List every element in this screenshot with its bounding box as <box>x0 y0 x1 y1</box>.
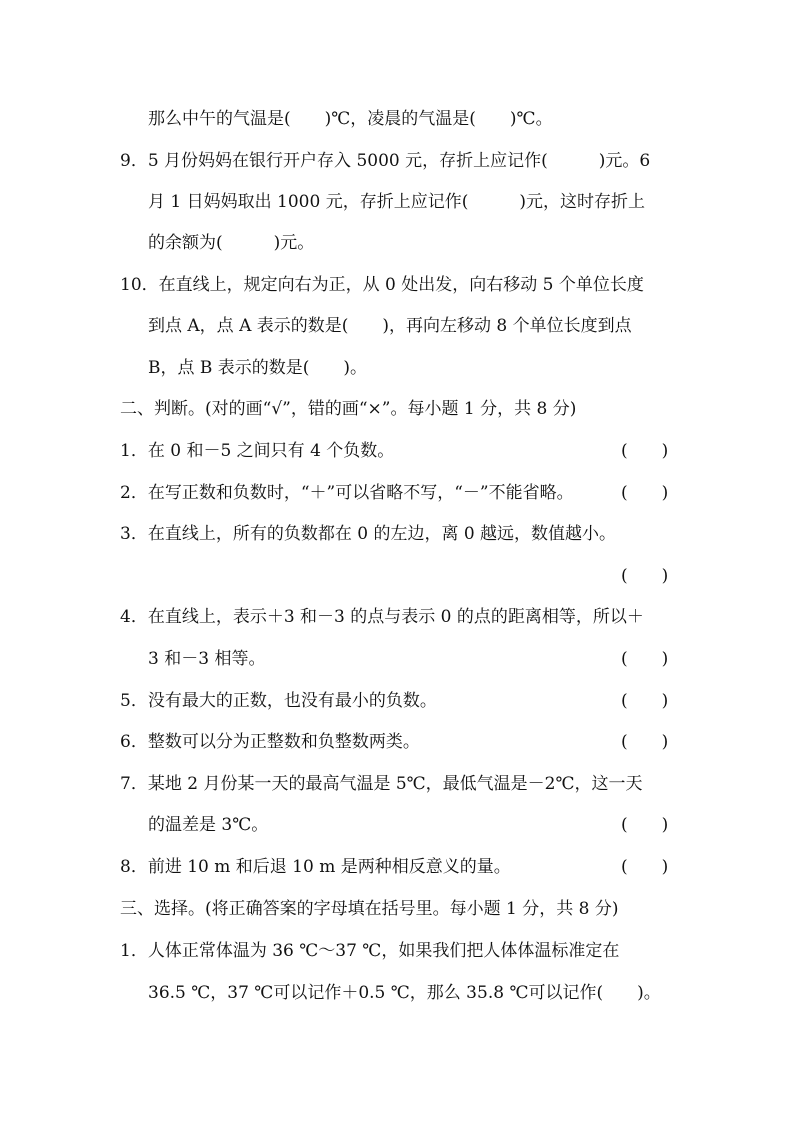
question-10-line-1: 10．在直线上，规定向右为正，从 0 处出发，向右移动 5 个单位长度 <box>120 275 644 295</box>
question-9-line-3: 的余额为( )元。 <box>148 233 315 253</box>
question-10-line-3: B，点 B 表示的数是( )。 <box>148 358 368 378</box>
question-10-line-2: 到点 A，点 A 表示的数是( )，再向左移动 8 个单位长度到点 <box>148 316 632 336</box>
answer-paren-5[interactable]: ( ) <box>621 691 669 711</box>
judge-7-line-1: 7．某地 2 月份某一天的最高气温是 5℃，最低气温是－2℃，这一天 <box>120 774 643 794</box>
judge-6: 6．整数可以分为正整数和负整数两类。 <box>120 732 420 752</box>
judge-8: 8．前进 10 m 和后退 10 m 是两种相反意义的量。 <box>120 857 511 877</box>
answer-paren-7[interactable]: ( ) <box>621 815 669 835</box>
answer-paren-3[interactable]: ( ) <box>621 566 669 586</box>
judge-3: 3．在直线上，所有的负数都在 0 的左边，离 0 越远，数值越小。 <box>120 524 617 544</box>
judge-5: 5．没有最大的正数，也没有最小的负数。 <box>120 691 437 711</box>
judge-4-line-1: 4．在直线上，表示＋3 和－3 的点与表示 0 的点的距离相等，所以＋ <box>120 607 644 627</box>
answer-paren-8[interactable]: ( ) <box>621 857 669 877</box>
choice-1-line-2: 36.5 ℃，37 ℃可以记作＋0.5 ℃，那么 35.8 ℃可以记作( )。 <box>148 983 661 1003</box>
judge-2: 2．在写正数和负数时，“＋”可以省略不写，“－”不能省略。 <box>120 483 574 503</box>
question-9-line-1: 9．5 月份妈妈在银行开户存入 5000 元，存折上应记作( )元。6 <box>120 151 651 171</box>
answer-paren-6[interactable]: ( ) <box>621 732 669 752</box>
answer-paren-1[interactable]: ( ) <box>621 441 669 461</box>
answer-paren-4[interactable]: ( ) <box>621 649 669 669</box>
judge-1: 1．在 0 和－5 之间只有 4 个负数。 <box>120 441 395 461</box>
text-line-1: 那么中午的气温是( )℃，凌晨的气温是( )℃。 <box>148 109 553 129</box>
section-2-heading: 二、判断。(对的画“√”，错的画“×”。每小题 1 分，共 8 分) <box>120 399 577 419</box>
question-9-line-2: 月 1 日妈妈取出 1000 元，存折上应记作( )元，这时存折上 <box>148 192 645 212</box>
choice-1-line-1: 1．人体正常体温为 36 ℃～37 ℃，如果我们把人体体温标准定在 <box>120 941 620 961</box>
judge-4-line-2: 3 和－3 相等。 <box>148 649 266 669</box>
answer-paren-2[interactable]: ( ) <box>621 483 669 503</box>
judge-7-line-2: 的温差是 3℃。 <box>148 815 269 835</box>
section-3-heading: 三、选择。(将正确答案的字母填在括号里。每小题 1 分，共 8 分) <box>120 899 619 919</box>
